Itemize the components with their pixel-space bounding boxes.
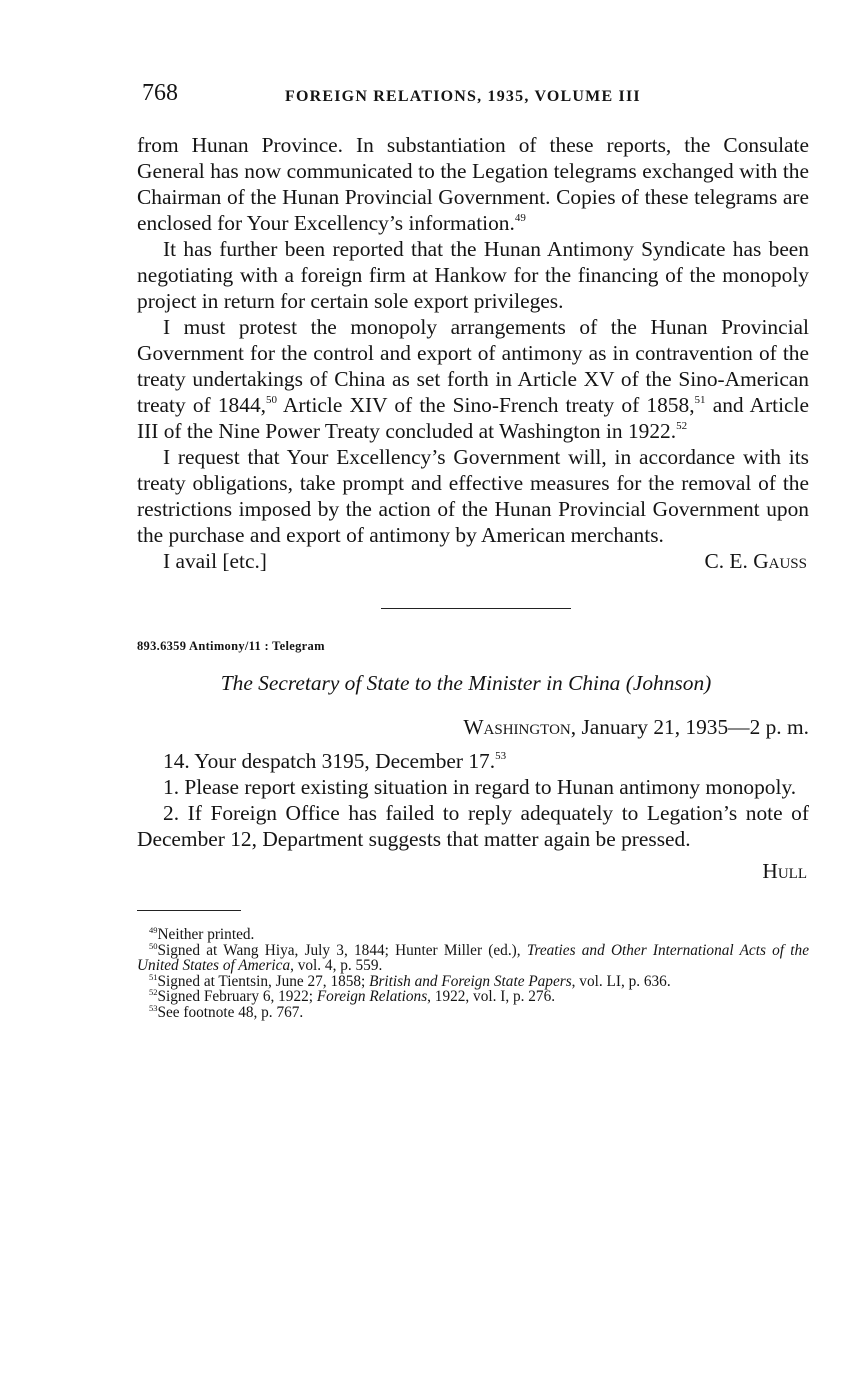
letter-paragraph-4: I request that Your Excellency’s Government will, in accordance with its treaty obligations, take prompt and effective measures for the removal of the restrictions imposed by the action of the Hunan Provincial Government upon the purchase and export of antimony by American merchants. — [137, 445, 809, 547]
letter-paragraph-1 — [137, 132, 809, 236]
paragraph-text: Article XIV of the Sino-French treaty of 1858, — [276, 393, 695, 417]
dateline-place: Washington — [463, 715, 571, 739]
page-header — [137, 80, 809, 112]
telegram-item-2: 2. If Foreign Office has failed to reply adequately to Legation’s note of December 12, Department suggests that matter again be pressed. — [137, 801, 809, 851]
footnote-ref: 49 — [514, 212, 526, 224]
footnote-text: , 1922, vol. I, p. 276. — [427, 988, 556, 1005]
footnote-number: 50 — [149, 940, 158, 951]
letter-signature: C. E. Gauss — [704, 549, 807, 573]
letter-closing-row — [137, 548, 809, 574]
letter-paragraph-3 — [137, 314, 809, 444]
running-head: FOREIGN RELATIONS, 1935, VOLUME III — [285, 88, 641, 105]
footnote-rule — [137, 910, 241, 911]
footnote-text: See footnote 48, p. 767. — [157, 1003, 304, 1021]
footnote-italic-title: Foreign Relations — [316, 988, 428, 1005]
file-reference: 893.6359 Antimony/11 : Telegram — [137, 639, 325, 653]
footnote — [137, 940, 809, 974]
footnote — [137, 989, 809, 1005]
telegram-item-1: 1. Please report existing situation in regard to Hunan antimony monopoly. — [163, 775, 797, 799]
footnote-ref: 52 — [676, 420, 688, 432]
footnote-text: Signed at Wang Hiya, July 3, 1844; Hunter Miller (ed.), — [157, 941, 527, 959]
footnote-number: 52 — [149, 987, 158, 997]
telegram-signature: Hull — [762, 859, 807, 883]
footnote — [137, 927, 809, 943]
footnote-text: , vol. LI, p. 636. — [571, 972, 671, 990]
footnote-ref: 50 — [265, 394, 277, 406]
footnote-italic-title: British and Foreign State Papers — [369, 972, 572, 990]
paragraph-text: from Hunan Province. In substantiation of these reports, the Consulate General has now communicated to the Legation telegrams exchanged with the Chairman of the Hunan Provincial Government. Copies of these telegrams are enclosed for Your Excellency’s information. — [137, 133, 809, 235]
footnote-number: 53 — [149, 1002, 158, 1013]
footnote-ref: 53 — [495, 750, 507, 762]
footnote-text: Neither printed. — [157, 926, 255, 943]
telegram-item-14 — [137, 748, 809, 774]
dateline-date: , January 21, 1935—2 p. m. — [570, 715, 809, 739]
footnote-ref: 51 — [694, 394, 706, 406]
footnote — [137, 1002, 809, 1021]
footnotes — [137, 927, 809, 1020]
paragraph-text: and Article III of the Nine Power Treaty concluded at Washington in 1922. — [137, 393, 809, 443]
footnote-number: 51 — [149, 971, 158, 982]
section-divider — [381, 608, 571, 609]
footnote-italic-title: Treaties and Other International Acts of the United States of America — [137, 941, 809, 974]
letter-paragraph-2: It has further been reported that the Hunan Antimony Syndicate has been negotiating with a foreign firm at Hankow for the financing of the monopoly project in return for certain sole export privileges. — [137, 237, 809, 313]
page-number: 768 — [142, 80, 178, 106]
document-page — [137, 80, 809, 1020]
paragraph-text: I must protest the monopoly arrangements of the Hunan Provincial Government for the control and export of antimony as in contravention of the treaty undertakings of China as set forth in Article XV of the Sino-American treaty of 1844, — [137, 315, 809, 417]
footnote-text: , vol. 4, p. 559. — [290, 957, 383, 974]
footnote-number: 49 — [149, 925, 158, 935]
document-title: The Secretary of State to the Minister in China (Johnson) — [220, 671, 712, 695]
footnote — [137, 971, 809, 990]
closing-text: I avail [etc.] — [163, 549, 267, 573]
dateline — [137, 714, 809, 740]
paragraph-text: 14. Your despatch 3195, December 17. — [163, 749, 496, 773]
footnote-text: Signed at Tientsin, June 27, 1858; — [157, 972, 370, 990]
footnote-text: Signed February 6, 1922; — [157, 988, 317, 1005]
